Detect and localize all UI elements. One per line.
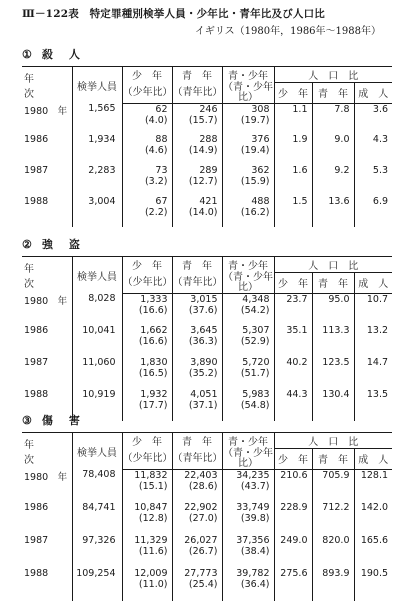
row-juvenile — [122, 535, 172, 568]
juvenile-count: 1,932 — [140, 389, 168, 400]
header-juvenile-ratio: （少年比） — [122, 273, 172, 294]
row-youth-juvenile — [222, 502, 274, 535]
juvenile-count: 10,847 — [134, 502, 168, 513]
juvenile-ratio: (11.0) — [138, 579, 168, 590]
youth-ratio: (15.7) — [188, 114, 218, 126]
header-pr-juvenile: 少 年 — [274, 273, 312, 294]
row-youth — [172, 196, 222, 227]
row-pr-adult: 142.0 — [354, 502, 392, 535]
juvenile-ratio: (3.2) — [144, 176, 168, 187]
row-pr-juvenile: 44.3 — [274, 389, 312, 421]
table-row — [22, 196, 392, 227]
row-pr-adult: 4.3 — [354, 134, 392, 165]
youth-juvenile-count: 5,983 — [242, 389, 270, 400]
row-youth-juvenile — [222, 325, 274, 357]
youth-juvenile-ratio: (19.7) — [240, 114, 270, 126]
header-year: 年 次 — [22, 433, 72, 470]
header-youth: 青 年 — [172, 433, 222, 449]
header-pr-adult: 成 人 — [354, 273, 392, 294]
row-year: 1987 — [24, 357, 49, 368]
row-pr-juvenile: 1.5 — [274, 196, 312, 227]
section-number: ① — [22, 48, 32, 61]
header-population-ratio: 人 口 比 — [274, 433, 392, 449]
stat-table-1 — [22, 66, 392, 227]
juvenile-count: 1,662 — [140, 325, 168, 336]
youth-juvenile-ratio: (36.4) — [240, 579, 270, 590]
header-youth-juvenile: 青・少年 — [222, 433, 274, 449]
header-youth-ratio: （青年比） — [172, 83, 222, 104]
row-arrested: 84,741 — [72, 502, 122, 535]
youth-juvenile-count: 376 — [251, 134, 270, 145]
juvenile-count: 62 — [155, 103, 168, 115]
header-pr-adult: 成 人 — [354, 449, 392, 470]
row-juvenile — [122, 502, 172, 535]
row-juvenile — [122, 103, 172, 134]
youth-count: 22,403 — [184, 469, 218, 481]
header-pr-youth: 青 年 — [312, 273, 354, 294]
header-youth-juvenile-ratio: （青・少年比） — [223, 81, 273, 103]
youth-juvenile-ratio: (39.8) — [240, 513, 270, 524]
youth-juvenile-ratio: (15.9) — [240, 176, 270, 187]
youth-juvenile-ratio: (43.7) — [240, 480, 270, 492]
row-year: 1980 年 — [24, 296, 68, 307]
row-juvenile — [122, 568, 172, 601]
row-pr-adult: 13.2 — [354, 325, 392, 357]
juvenile-count: 88 — [155, 134, 168, 145]
row-pr-adult: 128.1 — [354, 469, 392, 502]
header-juvenile: 少 年 — [122, 433, 172, 449]
row-youth-juvenile — [222, 389, 274, 421]
youth-juvenile-ratio: (52.9) — [240, 336, 270, 347]
row-year: 1988 — [24, 196, 49, 207]
row-pr-youth: 130.4 — [312, 389, 354, 421]
juvenile-count: 73 — [155, 165, 168, 176]
row-pr-youth: 893.9 — [312, 568, 354, 601]
table-row — [22, 134, 392, 165]
header-youth-juvenile: 青・少年 — [222, 257, 274, 273]
table-row — [22, 103, 392, 134]
row-juvenile — [122, 325, 172, 357]
youth-juvenile-count: 33,749 — [236, 502, 270, 513]
youth-ratio: (28.6) — [188, 480, 218, 492]
header-juvenile-ratio: （少年比） — [122, 449, 172, 470]
row-arrested: 97,326 — [72, 535, 122, 568]
row-youth-juvenile — [222, 103, 274, 134]
row-pr-youth: 820.0 — [312, 535, 354, 568]
youth-ratio: (36.3) — [188, 336, 218, 347]
youth-juvenile-count: 37,356 — [236, 535, 270, 546]
row-youth — [172, 293, 222, 325]
row-arrested: 10,041 — [72, 325, 122, 357]
youth-count: 22,902 — [184, 502, 218, 513]
row-arrested: 78,408 — [72, 469, 122, 502]
row-pr-adult: 3.6 — [354, 103, 392, 134]
youth-count: 3,890 — [190, 357, 218, 368]
row-pr-juvenile: 228.9 — [274, 502, 312, 535]
juvenile-ratio: (12.8) — [138, 513, 168, 524]
header-population-ratio: 人 口 比 — [274, 67, 392, 83]
row-year: 1986 — [24, 325, 49, 336]
row-youth-juvenile — [222, 469, 274, 502]
section-name-char: 傷 — [41, 414, 53, 427]
youth-ratio: (12.7) — [188, 176, 218, 187]
row-pr-adult: 14.7 — [354, 357, 392, 389]
youth-count: 288 — [199, 134, 218, 145]
section-name-char: 殺 — [41, 48, 53, 61]
youth-juvenile-count: 34,235 — [236, 469, 270, 481]
row-pr-youth: 7.8 — [312, 103, 354, 134]
row-youth — [172, 103, 222, 134]
juvenile-count: 1,333 — [140, 293, 168, 305]
youth-count: 4,051 — [190, 389, 218, 400]
table-row — [22, 325, 392, 357]
row-year: 1988 — [24, 389, 49, 400]
header-pr-adult: 成 人 — [354, 83, 392, 104]
header-pr-juvenile: 少 年 — [274, 83, 312, 104]
row-youth-juvenile — [222, 165, 274, 196]
juvenile-ratio: (2.2) — [144, 207, 168, 218]
youth-juvenile-count: 308 — [251, 103, 270, 115]
row-pr-juvenile: 1.9 — [274, 134, 312, 165]
juvenile-count: 11,329 — [134, 535, 168, 546]
juvenile-count: 1,830 — [140, 357, 168, 368]
row-pr-adult: 6.9 — [354, 196, 392, 227]
youth-juvenile-count: 5,307 — [242, 325, 270, 336]
row-pr-adult: 190.5 — [354, 568, 392, 601]
row-arrested: 109,254 — [72, 568, 122, 601]
table-row — [22, 357, 392, 389]
row-juvenile — [122, 134, 172, 165]
row-juvenile — [122, 469, 172, 502]
row-year: 1987 — [24, 165, 49, 176]
row-pr-juvenile: 35.1 — [274, 325, 312, 357]
row-year: 1986 — [24, 134, 49, 145]
youth-juvenile-count: 39,782 — [236, 568, 270, 579]
row-pr-juvenile: 249.0 — [274, 535, 312, 568]
section-name-char: 盗 — [68, 238, 80, 251]
youth-ratio: (26.7) — [188, 546, 218, 557]
table-subtitle: イギリス（1980年，1986年～1988年） — [194, 26, 381, 37]
section-name-char: 強 — [41, 238, 53, 251]
row-arrested: 11,060 — [72, 357, 122, 389]
juvenile-ratio: (16.6) — [138, 304, 168, 316]
header-youth-ratio: （青年比） — [172, 273, 222, 294]
stat-table-3 — [22, 432, 392, 601]
youth-count: 421 — [199, 196, 218, 207]
header-juvenile-ratio: （少年比） — [122, 83, 172, 104]
table-row — [22, 165, 392, 196]
youth-ratio: (14.0) — [188, 207, 218, 218]
header-juvenile: 少 年 — [122, 67, 172, 83]
row-pr-juvenile: 1.1 — [274, 103, 312, 134]
table-title: Ⅲ－122表 特定罪種別検挙人員・少年比・青年比及び人口比 — [22, 8, 326, 20]
row-youth-juvenile — [222, 357, 274, 389]
header-youth-juvenile-ratio: （青・少年比） — [223, 447, 273, 469]
row-youth-juvenile — [222, 196, 274, 227]
youth-juvenile-count: 488 — [251, 196, 270, 207]
youth-ratio: (25.4) — [188, 579, 218, 590]
row-pr-juvenile: 23.7 — [274, 293, 312, 325]
row-pr-juvenile: 210.6 — [274, 469, 312, 502]
row-pr-juvenile: 1.6 — [274, 165, 312, 196]
juvenile-ratio: (11.6) — [138, 546, 168, 557]
youth-ratio: (35.2) — [188, 368, 218, 379]
header-pr-youth: 青 年 — [312, 449, 354, 470]
row-pr-adult: 5.3 — [354, 165, 392, 196]
stat-table-2 — [22, 256, 392, 421]
row-youth — [172, 502, 222, 535]
row-youth — [172, 469, 222, 502]
row-youth — [172, 165, 222, 196]
row-youth-juvenile — [222, 293, 274, 325]
youth-count: 3,645 — [190, 325, 218, 336]
table-row — [22, 535, 392, 568]
row-youth — [172, 134, 222, 165]
row-pr-youth: 13.6 — [312, 196, 354, 227]
youth-juvenile-ratio: (54.2) — [240, 304, 270, 316]
section-label-3 — [22, 412, 96, 428]
header-population-ratio: 人 口 比 — [274, 257, 392, 273]
row-year: 1988 — [24, 568, 49, 579]
youth-ratio: (37.1) — [188, 400, 218, 411]
row-arrested: 10,919 — [72, 389, 122, 421]
row-pr-youth: 95.0 — [312, 293, 354, 325]
header-youth-juvenile: 青・少年 — [222, 67, 274, 83]
row-juvenile — [122, 357, 172, 389]
row-year: 1980 年 — [24, 106, 68, 117]
row-juvenile — [122, 389, 172, 421]
youth-juvenile-ratio: (38.4) — [240, 546, 270, 557]
juvenile-count: 12,009 — [134, 568, 168, 579]
row-youth — [172, 535, 222, 568]
row-youth — [172, 568, 222, 601]
row-youth-juvenile — [222, 535, 274, 568]
row-pr-adult: 165.6 — [354, 535, 392, 568]
section-label-1 — [22, 46, 96, 62]
header-juvenile: 少 年 — [122, 257, 172, 273]
row-pr-youth: 705.9 — [312, 469, 354, 502]
row-youth — [172, 357, 222, 389]
row-pr-youth: 9.2 — [312, 165, 354, 196]
table-row — [22, 293, 392, 325]
header-youth-juvenile-ratio: （青・少年比） — [223, 271, 273, 293]
row-pr-adult: 13.5 — [354, 389, 392, 421]
row-youth — [172, 325, 222, 357]
header-youth-ratio: （青年比） — [172, 449, 222, 470]
youth-juvenile-count: 362 — [251, 165, 270, 176]
section-name-char: 害 — [68, 414, 80, 427]
row-juvenile — [122, 196, 172, 227]
youth-juvenile-ratio: (19.4) — [240, 145, 270, 156]
youth-juvenile-ratio: (16.2) — [240, 207, 270, 218]
header-year: 年 次 — [22, 67, 72, 104]
juvenile-ratio: (4.0) — [144, 114, 168, 126]
section-number: ③ — [22, 414, 32, 427]
row-arrested: 3,004 — [72, 196, 122, 227]
row-youth — [172, 389, 222, 421]
youth-count: 289 — [199, 165, 218, 176]
row-pr-juvenile: 40.2 — [274, 357, 312, 389]
juvenile-count: 67 — [155, 196, 168, 207]
juvenile-ratio: (16.6) — [138, 336, 168, 347]
juvenile-ratio: (15.1) — [138, 480, 168, 492]
section-number: ② — [22, 238, 32, 251]
row-year: 1986 — [24, 502, 49, 513]
row-arrested: 1,934 — [72, 134, 122, 165]
youth-count: 26,027 — [184, 535, 218, 546]
header-arrested: 検挙人員 — [72, 67, 122, 104]
row-pr-youth: 9.0 — [312, 134, 354, 165]
row-juvenile — [122, 293, 172, 325]
row-year: 1980 年 — [24, 472, 68, 483]
row-arrested: 8,028 — [72, 293, 122, 325]
youth-count: 3,015 — [190, 293, 218, 305]
header-arrested: 検挙人員 — [72, 257, 122, 294]
table-row — [22, 568, 392, 601]
row-youth-juvenile — [222, 568, 274, 601]
youth-juvenile-count: 5,720 — [242, 357, 270, 368]
row-juvenile — [122, 165, 172, 196]
row-arrested: 1,565 — [72, 103, 122, 134]
juvenile-ratio: (17.7) — [138, 400, 168, 411]
youth-ratio: (14.9) — [188, 145, 218, 156]
row-pr-youth: 123.5 — [312, 357, 354, 389]
row-pr-youth: 712.2 — [312, 502, 354, 535]
section-name-char: 人 — [68, 48, 80, 61]
juvenile-ratio: (4.6) — [144, 145, 168, 156]
header-pr-youth: 青 年 — [312, 83, 354, 104]
juvenile-count: 11,832 — [134, 469, 168, 481]
youth-ratio: (37.6) — [188, 304, 218, 316]
row-pr-adult: 10.7 — [354, 293, 392, 325]
row-youth-juvenile — [222, 134, 274, 165]
table-row — [22, 469, 392, 502]
section-label-2 — [22, 236, 96, 252]
row-year: 1987 — [24, 535, 49, 546]
table-row — [22, 502, 392, 535]
youth-count: 246 — [199, 103, 218, 115]
row-pr-youth: 113.3 — [312, 325, 354, 357]
youth-juvenile-count: 4,348 — [242, 293, 270, 305]
header-arrested: 検挙人員 — [72, 433, 122, 470]
youth-count: 27,773 — [184, 568, 218, 579]
row-arrested: 2,283 — [72, 165, 122, 196]
header-year: 年 次 — [22, 257, 72, 294]
youth-ratio: (27.0) — [188, 513, 218, 524]
header-youth: 青 年 — [172, 67, 222, 83]
row-pr-juvenile: 275.6 — [274, 568, 312, 601]
youth-juvenile-ratio: (54.8) — [240, 400, 270, 411]
youth-juvenile-ratio: (51.7) — [240, 368, 270, 379]
juvenile-ratio: (16.5) — [138, 368, 168, 379]
header-pr-juvenile: 少 年 — [274, 449, 312, 470]
header-youth: 青 年 — [172, 257, 222, 273]
